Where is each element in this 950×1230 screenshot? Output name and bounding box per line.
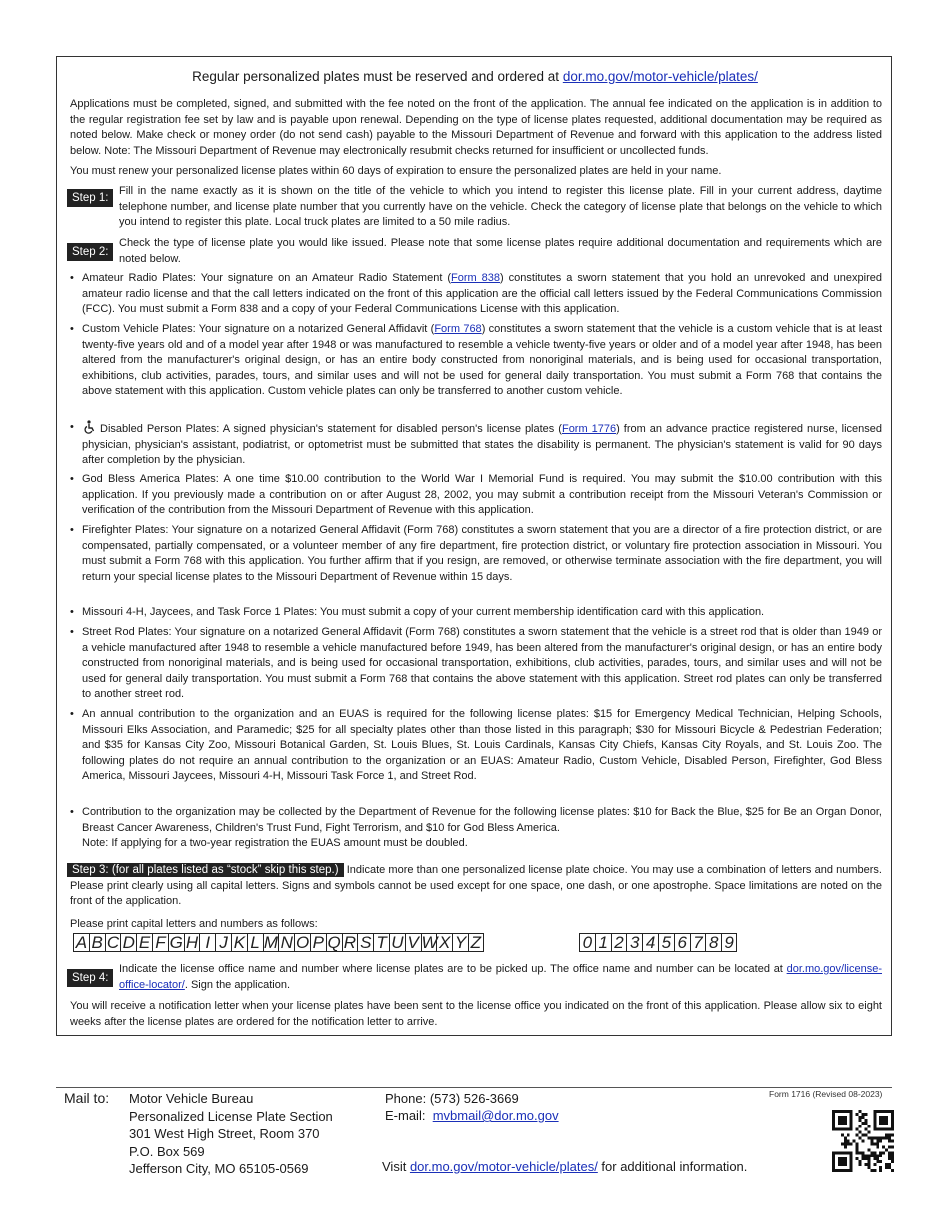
char-box: W [421, 933, 438, 952]
mailing-address: Motor Vehicle Bureau Personalized License Plate Section 301 West High Street, Room 370 P.O. Box 569 Jefferson City, MO 65105-0569 [129, 1091, 333, 1176]
step3-tag: Step 3: (for all plates listed as “stock” skip this step.) [67, 863, 344, 877]
step4-tag: Step 4: [67, 969, 113, 987]
email-link[interactable]: mvbmail@dor.mo.gov [432, 1108, 559, 1123]
bullet-disabled: • Disabled Person Plates: A signed physician's statement for disabled person's license plates (Form 1776) from an advance practice registered nurse, licensed physician, physician's assistant, podiatrist, or optometrist must be submitted that states the disability is permanent. The physician's statement is valid for 90 days after completion by the physician. [70, 421, 882, 466]
visit-plates-link[interactable]: dor.mo.gov/motor-vehicle/plates/ [409, 1159, 598, 1174]
char-box: C [105, 933, 121, 952]
euas-note: Note: If applying for a two-year registration the EUAS amount must be doubled. [82, 837, 468, 849]
char-box: F [152, 933, 168, 952]
char-box: Z [468, 933, 484, 952]
step4-text: Indicate the license office name and number where license plates are to be picked up. The office name and number can be located at dor.mo.gov/license-office-locator/. Sign the application. [119, 963, 882, 991]
bullet-4h: • Missouri 4-H, Jaycees, and Task Force 1 Plates: You must submit a copy of your current membership identification card with this application. [70, 606, 765, 618]
step2-text: Check the type of license plate you would like issued. Please note that some license plates require additional documentation and requirements which are noted below. [119, 237, 882, 265]
visit-line: Visit dor.mo.gov/motor-vehicle/plates/ for additional information. [382, 1159, 748, 1174]
step1-tag: Step 1: [67, 189, 113, 207]
license-office-link[interactable]: dor.mo.gov/license-office-locator/ [119, 963, 882, 991]
char-box: K [231, 933, 247, 952]
char-box: Y [452, 933, 468, 952]
char-box: S [357, 933, 373, 952]
char-box: B [89, 933, 105, 952]
renewal-paragraph: You must renew your personalized license plates within 60 days of expiration to ensure the personalized plates are held in your name. [70, 165, 722, 177]
email-line: E-mail: mvbmail@dor.mo.gov [385, 1108, 559, 1123]
char-box: 8 [705, 933, 721, 952]
char-box: 4 [642, 933, 658, 952]
char-box: H [184, 933, 200, 952]
char-box: U [389, 933, 405, 952]
bullet-firefighter: • Firefighter Plates: Your signature on a notarized General Affidavit (Form 768) constitutes a sworn statement that you are a director of a fire protection district, or are compensated, partially compensated, or a volunteer member of any fire department, fire protection district, or voluntary fire protection association in Missouri. You must submit a Form 768 with this application. You further affirm that if you resign, are removed, or otherwise terminate association with the fire department, you will return your special license plates to the Missouri Department of Revenue within 15 days. [70, 524, 882, 583]
phone: Phone: (573) 526-3669 [385, 1091, 519, 1106]
form-768-link[interactable]: Form 768 [434, 323, 482, 335]
char-box: P [310, 933, 326, 952]
step2-tag: Step 2: [67, 243, 113, 261]
char-box: N [278, 933, 294, 952]
form-number: Form 1716 (Revised 08-2023) [769, 1089, 883, 1099]
bullet-amateur: • Amateur Radio Plates: Your signature on an Amateur Radio Statement (Form 838) constitutes a sworn statement that you hold an unrevoked and unexpired amateur radio license and that the call letters indicated on the front of this application are the official call letters issued by the Federal Communications Commission (FCC). You must submit a Form 838 and a copy of your Federal Communications License with this application. [70, 272, 882, 315]
char-box: G [169, 933, 183, 952]
char-box: 5 [658, 933, 674, 952]
char-box: E [136, 933, 152, 952]
bullet-custom: • Custom Vehicle Plates: Your signature on a notarized General Affidavit (Form 768) constitutes a sworn statement that the vehicle is a custom vehicle that is at least twenty-five years old and of a model year after 1948 or was manufactured to resemble a vehicle twenty-five years or older and of a model year after 1948, has been altered from the manufacturer's original design, or has an entire body constructed from nonoriginal materials, and is being used for occasional transportation, exhibitions, club activities, parades, tours, and similar uses and will not be used for general daily transportation. You must submit a Form 768 that contains the above statement with this application. Custom vehicle plates can only be transferred to another custom vehicle. [70, 323, 883, 397]
char-box: L [247, 933, 263, 952]
char-box: 2 [611, 933, 627, 952]
instructions-box [56, 56, 892, 1036]
bullet-contribution: • Contribution to the organization may be collected by the Department of Revenue for the following license plates: $10 for Back the Blue, $25 for Be an Organ Donor, Breast Cancer Awareness, Children's Trust Fund, Fight Terrorism, and $10 for God Bless America. Note: If applying for a two-year registration the EUAS amount must be doubled. [70, 805, 882, 852]
digit-boxes [579, 933, 737, 953]
char-box: R [342, 933, 358, 952]
form-838-link[interactable]: Form 838 [451, 272, 501, 284]
char-box: Q [327, 933, 341, 952]
char-box: I [199, 933, 215, 952]
step3-block: Step 3: (for all plates listed as “stock” skip this step.) Indicate more than one personalized license plate choice. You may use a combination of letters and numbers. Please print clearly using all capital letters. Signs and symbols cannot be used except for one space, one dash, or one apostrophe. Space limitations are noted on the front of the application. [70, 863, 882, 910]
letter-boxes [73, 933, 484, 953]
bullet-street-rod: • Street Rod Plates: Your signature on a notarized General Affidavit (Form 768) constitutes a sworn statement that the vehicle is a street rod that is older than 1949 or a vehicle manufactured after 1948 to resemble a vehicle manufactured before 1949, has been altered from the manufacturer's original design, or has an entire body constructed from nonoriginal materials, and is being used for occasional transportation, exhibitions, club activities, parades, tours, and similar uses and will not be used for general daily transportation. You must submit a Form 768 that contains the above statement with this application. Street rod plates can only be transferred to another street rod. [70, 626, 882, 700]
qr-code-icon [832, 1110, 894, 1172]
char-box: M [263, 933, 279, 952]
char-box: A [73, 933, 89, 952]
char-box: 1 [595, 933, 611, 952]
bullet-god-bless: • God Bless America Plates: A one time $10.00 contribution to the World War I Memorial Fund is required. You may submit the $10.00 contribution with this application. If you previously made a contribution on or after August 28, 2002, you may submit a contribution receipt from the Missouri Veteran's Commission or verification of the contribution from the Missouri Department of Revenue with this application. [70, 473, 882, 516]
char-box: D [120, 933, 136, 952]
char-box: 7 [690, 933, 706, 952]
mail-to-label: Mail to: [64, 1090, 110, 1106]
footer-divider [56, 1087, 892, 1088]
print-label: Please print capital letters and numbers as follows: [70, 918, 318, 930]
char-box: J [215, 933, 231, 952]
closing-paragraph: You will receive a notification letter when your license plates have been sent to the license office you indicated on the front of this application. Please allow six to eight weeks after the license plates are ordered for the notification letter to arrive. [70, 1000, 882, 1028]
form-1776-link[interactable]: Form 1776 [561, 423, 617, 435]
char-box: X [436, 933, 452, 952]
char-box: 0 [579, 933, 595, 952]
char-box: 3 [626, 933, 642, 952]
step1-text: Fill in the name exactly as it is shown on the title of the vehicle to which you intend to register this license plate. Fill in your current address, daytime telephone number, and license plate number that you currently have on the vehicle. Check the category of license plate that belongs on the vehicle to which you intend to register this plate. Local truck plates are limited to a 50 mile radius. [119, 185, 882, 228]
header-line: Regular personalized plates must be reserved and ordered at dor.mo.gov/motor-vehicle/plates/ [192, 69, 758, 84]
plates-link[interactable]: dor.mo.gov/motor-vehicle/plates/ [562, 69, 758, 84]
char-box: O [295, 933, 310, 952]
char-box: 9 [721, 933, 737, 952]
char-box: T [373, 933, 389, 952]
char-box: 6 [674, 933, 690, 952]
char-box: V [405, 933, 421, 952]
bullet-annual-contribution: • An annual contribution to the organization and an EUAS is required for the following license plates: $15 for Emergency Medical Technician, Helping Schools, Missouri Elks Association, and Paramedic; $25 for all specialty plates other than those listed in this paragraph; $30 for Missouri Bicycle & Pedestrian Federation; and $35 for Kansas City Zoo, Missouri Botanical Garden, St. Louis Blues, St. Louis Cardinals, Kansas City Chiefs, Kansas City Royals, and St. Louis Zoo. The following plates do not require an annual contribution to the organization or an EUAS: Amateur Radio, Custom Vehicle, Disabled Person, Firefighter, God Bless America, Missouri Jaycees, Missouri 4-H, Missouri Task Force 1, and Street Rod. [70, 708, 882, 782]
intro-paragraph: Applications must be completed, signed, and submitted with the fee noted on the front of the application. The annual fee indicated on the application is in addition to the regular registration fee set by law and is payable upon renewal. Depending on the type of license plates requested, additional documentation may be required as noted below. Make check or money order (do not send cash) payable to the Missouri Department of Revenue and forward with this application to the address listed below. Note: The Missouri Department of Revenue may electronically resubmit checks returned for insufficient or uncollected funds. [70, 98, 882, 157]
wheelchair-icon [82, 420, 96, 434]
